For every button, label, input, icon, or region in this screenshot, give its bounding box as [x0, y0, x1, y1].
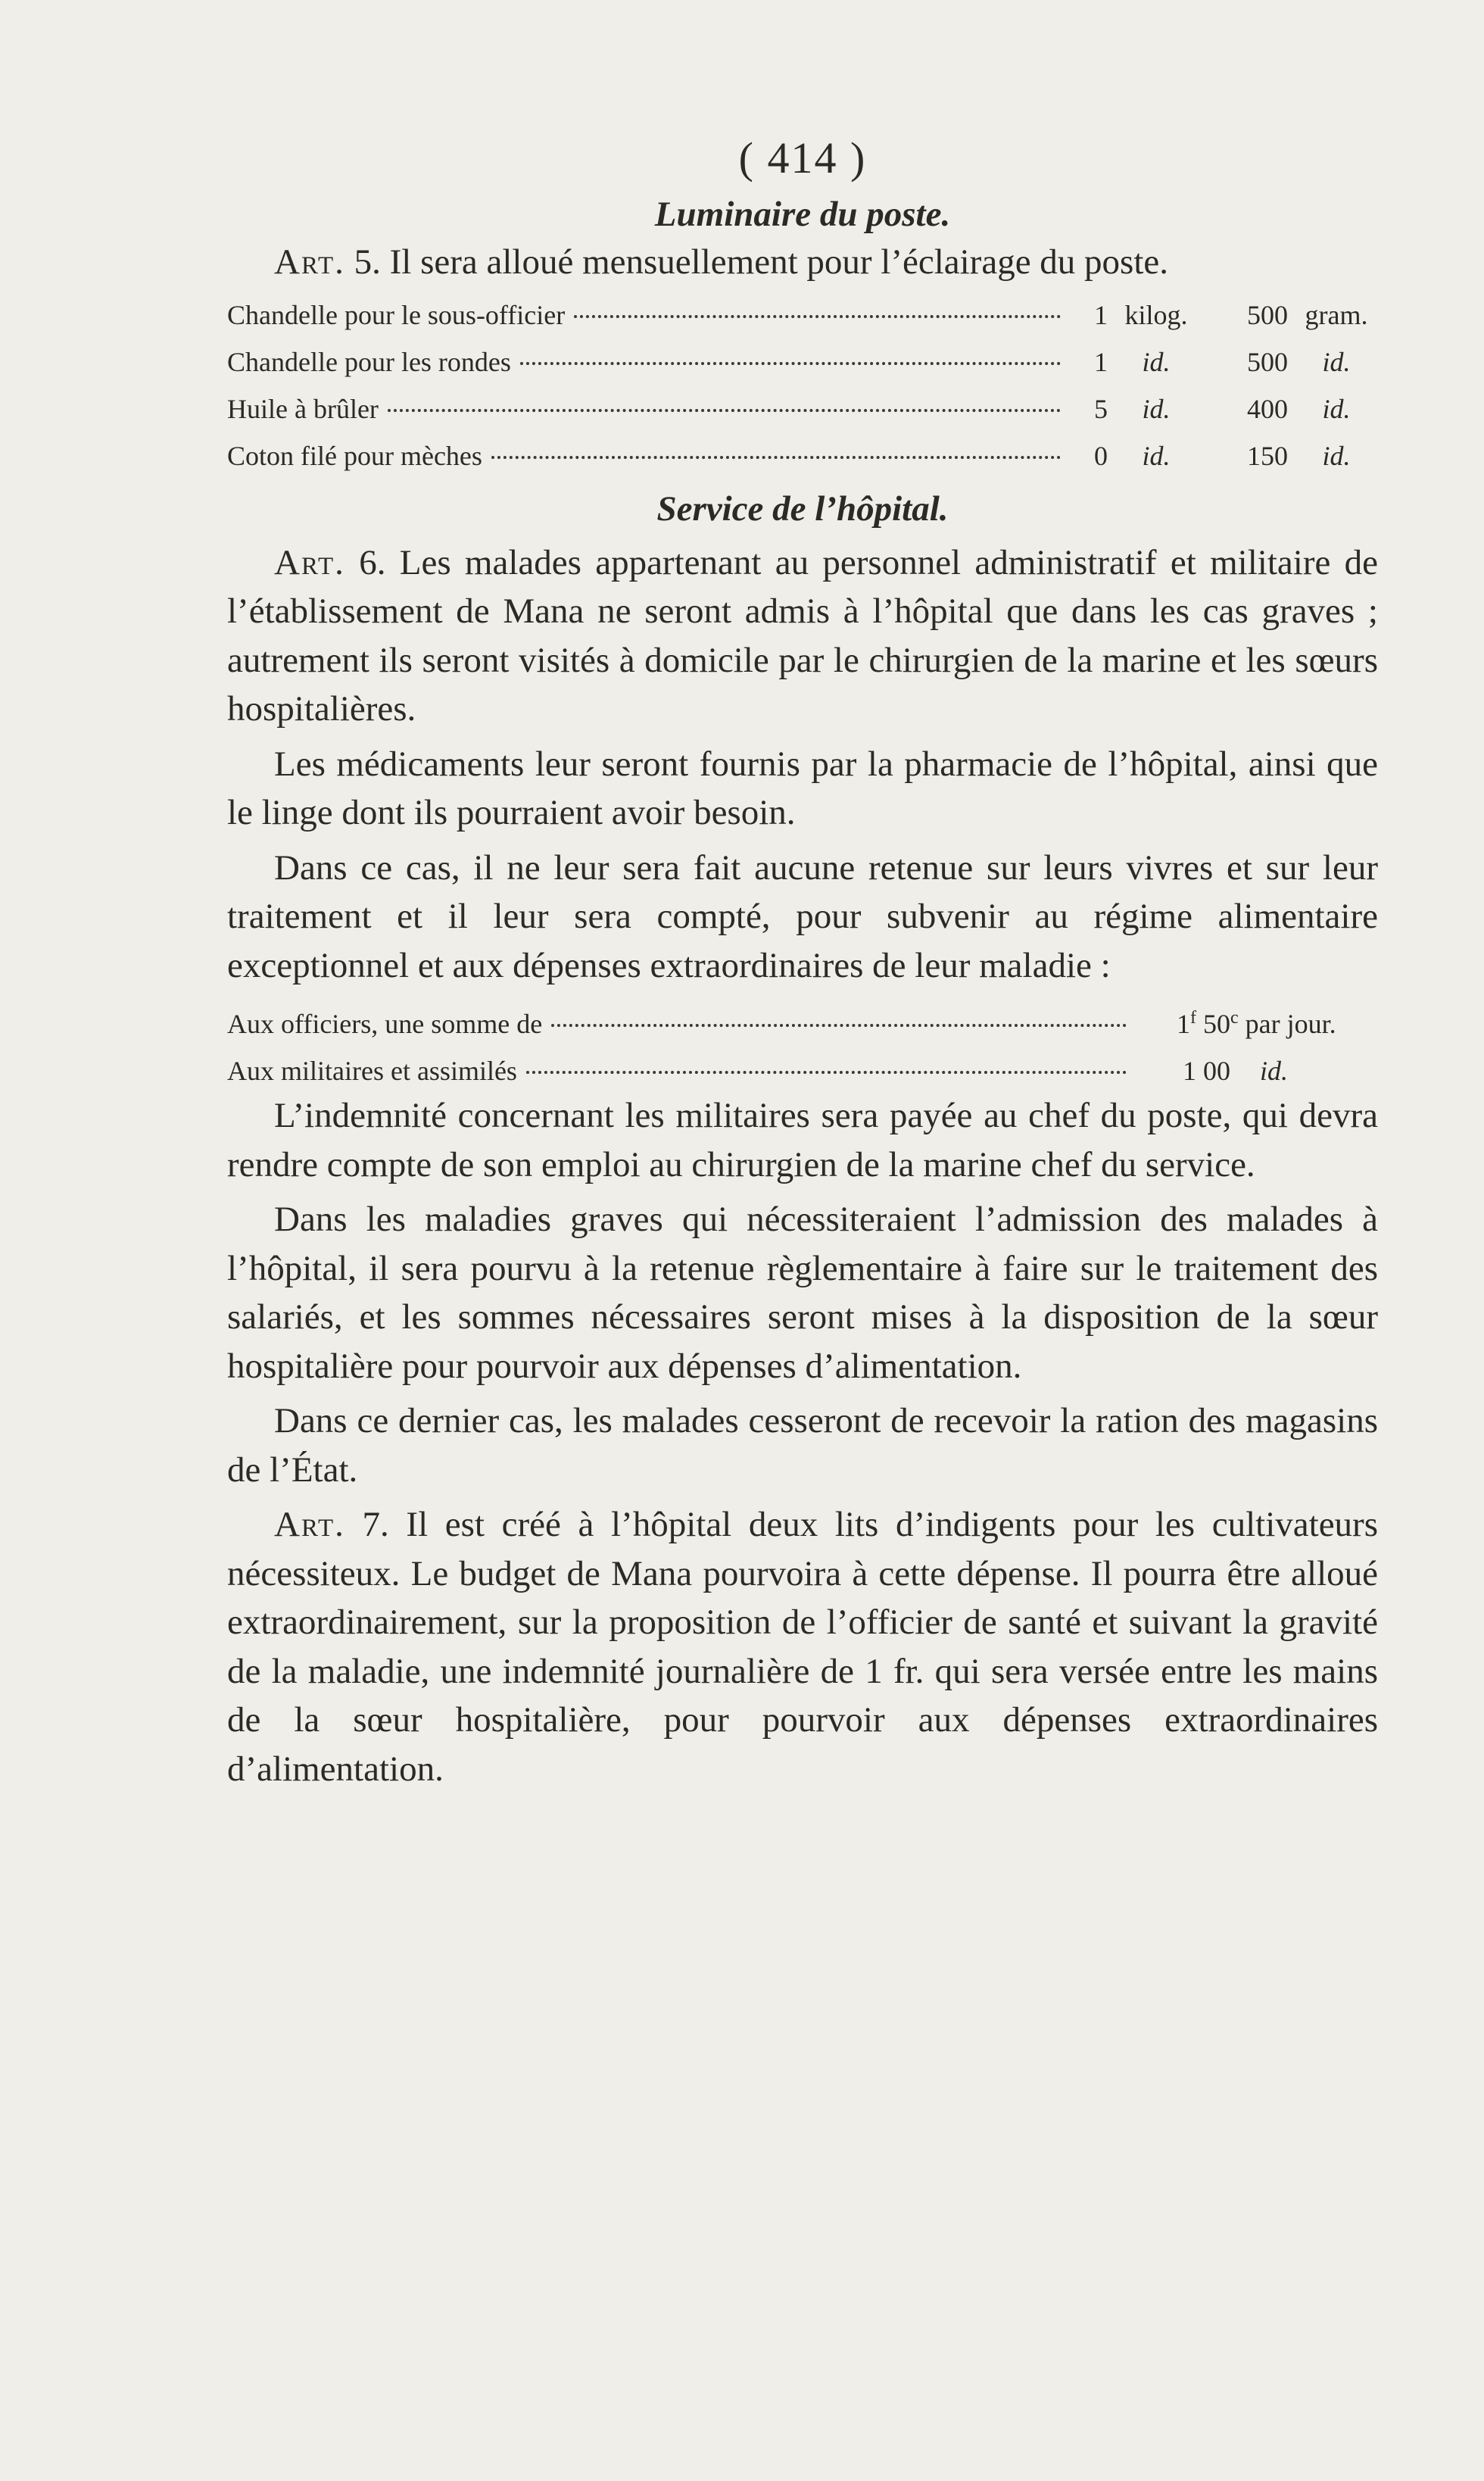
row-label: Coton filé pour mèches [227, 440, 482, 471]
amount-francs: 1 [1183, 1056, 1196, 1086]
article-lead: Art. [274, 542, 345, 582]
unit: par jour. [1245, 1009, 1336, 1039]
paragraph: Les médicaments leur seront fournis par la pharmacie de l’hôpital, ainsi que le linge dont ils pourraient avoir besoin. [227, 744, 1378, 832]
unit: gram. [1305, 299, 1368, 330]
unit: id. [1260, 1056, 1289, 1086]
quantity: 500 [1247, 346, 1288, 377]
table-row [227, 432, 1378, 479]
table-row [227, 994, 1378, 1041]
article-text: 5. Il sera alloué mensuellement pour l’éclairage du poste. [344, 242, 1169, 282]
article-lead: Art. [274, 1505, 345, 1544]
unit: id. [1142, 346, 1171, 377]
table-row [227, 292, 1378, 339]
article-text: 6. Les malades appartenant au personnel administratif et militaire de l’établissement de Mana ne seront admis à l’hôpital que dans les cas graves ; autrement ils seront visités à domicile par le chirurgien de la marine et les sœurs hospitalières. [227, 542, 1378, 729]
quantity: 1 [1094, 299, 1108, 330]
article-text: 7. Il est créé à l’hôpital deux lits d’indigents pour les cultivateurs nécessiteux. Le budget de Mana pourvoira à cette dépense. Il pourra être alloué extraordinairement, sur la proposition de l’officier de santé et suivant la gravité de la maladie, une indemnité journalière de 1 fr. qui sera versée entre les mains de la sœur hospitalière, pour pourvoir aux dépenses extraordinaires d’alimentation. [227, 1505, 1378, 1789]
article-6 [227, 538, 1378, 734]
amount-centimes: 50 [1203, 1009, 1230, 1039]
document-page [227, 133, 1378, 1793]
quantity: 1 [1094, 346, 1108, 377]
leader-dots [491, 456, 1061, 459]
unit: id. [1322, 393, 1351, 424]
row-label: Aux militaires et assimilés [227, 1056, 517, 1086]
page-number: ( 414 ) [738, 133, 867, 183]
franc-mark: f [1190, 1008, 1196, 1028]
quantity: 400 [1247, 393, 1288, 424]
row-label: Huile à brûler [227, 393, 379, 424]
leader-dots [526, 1071, 1127, 1074]
section-title-luminaire: Luminaire du poste. [654, 195, 951, 234]
quantity: 500 [1247, 299, 1288, 330]
table-row [227, 1041, 1378, 1088]
table-row [227, 385, 1378, 432]
row-label: Aux officiers, une somme de [227, 1009, 543, 1039]
row-label: Chandelle pour les rondes [227, 346, 511, 377]
article-5 [227, 238, 1378, 287]
table-row [227, 339, 1378, 385]
leader-dots [520, 362, 1061, 365]
unit: id. [1322, 346, 1351, 377]
unit: kilog. [1124, 299, 1188, 330]
row-label: Chandelle pour le sous-officier [227, 299, 566, 330]
allowance-table [227, 994, 1378, 1088]
paragraph: Dans ce dernier cas, les malades cesseront de recevoir la ration des magasins de l’État. [227, 1401, 1378, 1490]
paragraph: Dans les maladies graves qui nécessiteraient l’admission des malades à l’hôpital, il sera pourvu à la retenue règlementaire à faire sur le traitement des salariés, et les sommes nécessaires seront mises à la disposition de la sœur hospitalière pour pourvoir aux dépenses d’alimentation. [227, 1200, 1378, 1386]
quantity: 5 [1094, 393, 1108, 424]
leader-dots [551, 1024, 1127, 1027]
paragraph: L’indemnité concernant les militaires sera payée au chef du poste, qui devra rendre compte de son emploi au chirurgien de la marine chef du service. [227, 1096, 1378, 1184]
unit: id. [1142, 393, 1171, 424]
leader-dots [388, 409, 1061, 412]
article-7 [227, 1500, 1378, 1793]
quantity: 150 [1247, 440, 1288, 471]
centime-mark: c [1230, 1008, 1239, 1028]
unit: id. [1142, 440, 1171, 471]
amount-francs: 1 [1177, 1009, 1190, 1039]
article-lead: Art. [274, 242, 345, 282]
section-title-hopital: Service de l’hôpital. [656, 488, 949, 529]
amount-centimes: 00 [1203, 1056, 1230, 1086]
quantity: 0 [1094, 440, 1108, 471]
unit: id. [1322, 440, 1351, 471]
lighting-table [227, 292, 1378, 479]
paragraph: Dans ce cas, il ne leur sera fait aucune retenue sur leurs vivres et sur leur traitement et il leur sera compté, pour subvenir au régime alimentaire exceptionnel et aux dépenses extraordinaires de leur maladie : [227, 847, 1378, 985]
leader-dots [574, 315, 1061, 318]
